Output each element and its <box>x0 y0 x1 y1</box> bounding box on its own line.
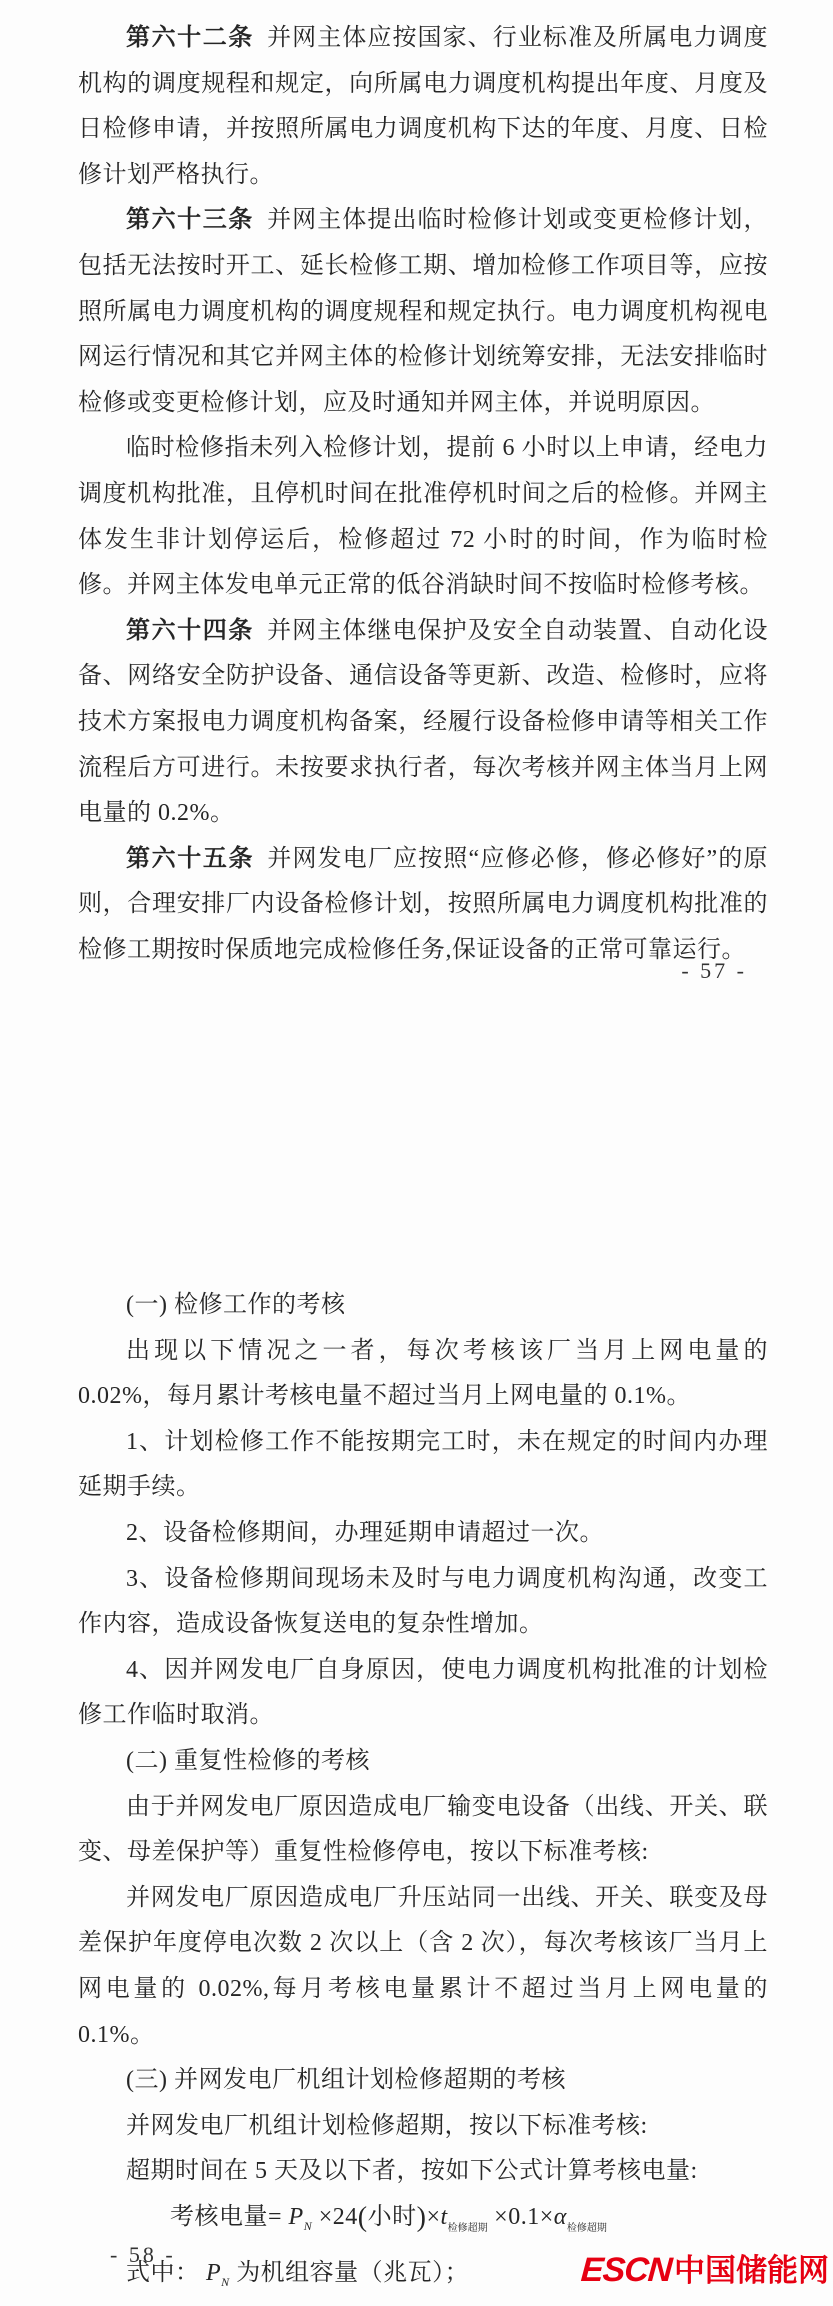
formula-var-alpha-subscript: 检修超期 <box>566 2222 607 2234</box>
temporary-maintenance-text: 临时检修指未列入检修计划，提前 6 小时以上申请，经电力调度机构批准，且停机时间在批准停机时间之后的检修。并网主体发生非计划停运后，检修超过 72 小时的时间，作为临时检修。并网主体发电单元正常的低谷消缺时间不按临时检修考核。 <box>78 435 768 599</box>
article-64-text: 并网主体继电保护及安全自动装置、自动化设备、网络安全防护设备、通信设备等更新、改造、检修时，应将技术方案报电力调度机构备案，经履行设备检修申请等相关工作流程后方可进行。未按要求执行者，每次考核并网主体当月上网电量的 0.2%。 <box>78 617 769 827</box>
escn-logo-latin: ESCN <box>579 2251 673 2289</box>
formula-var-P-subscript: N <box>303 2218 313 2233</box>
page-57-body <box>78 16 768 973</box>
section-2-rule-text: 并网发电厂原因造成电厂升压站同一出线、开关、联变及母差保护年度停电次数 2 次以上（含 2 次），每次考核该厂当月上网电量的 0.02%,每月考核电量累计不超过当月上网电量的 0.1%。 <box>78 1884 768 2048</box>
note-var-P: P <box>206 2260 222 2287</box>
page-57-number: - 57 - <box>681 958 747 983</box>
section-3-condition <box>78 2149 768 2195</box>
list-item-3 <box>78 1557 768 1648</box>
section-3-heading-text: (三) 并网发电厂机组计划检修超期的考核 <box>126 2067 566 2094</box>
article-65-heading: 第六十五条 <box>126 845 255 872</box>
section-3-heading <box>78 2058 768 2104</box>
article-65-text: 并网发电厂应按照“应修必修，修必修好”的原则，合理安排厂内设备检修计划，按照所属电力调度机构批准的检修工期按时保质地完成检修任务,保证设备的正常可靠运行。 <box>78 845 768 963</box>
page-57 <box>0 0 833 1000</box>
list-item-4-text: 4、因并网发电厂自身原因，使电力调度机构批准的计划检修工作临时取消。 <box>78 1656 768 1729</box>
formula-paren-unit: 小时 <box>367 2203 417 2230</box>
formula-mid: ×0.1× <box>494 2203 554 2230</box>
section-3-condition-text: 超期时间在 5 天及以下者，按如下公式计算考核电量: <box>126 2158 698 2185</box>
article-63-heading: 第六十三条 <box>126 207 254 234</box>
section-1-intro <box>78 1329 768 1420</box>
list-item-4 <box>78 1648 768 1739</box>
formula-var-t: t <box>440 2203 448 2230</box>
formula-lhs: 考核电量= <box>170 2203 283 2230</box>
article-62-text: 并网主体应按国家、行业标准及所属电力调度机构的调度规程和规定，向所属电力调度机构提出年度、月度及日检修申请，并按照所属电力调度机构下达的年度、月度、日检修计划严格执行。 <box>78 25 769 188</box>
article-62-paragraph <box>78 16 768 198</box>
section-1-heading-text: (一) 检修工作的考核 <box>126 1292 346 1318</box>
note-prefix: 式中： <box>126 2260 200 2287</box>
formula-paren-open: ( <box>357 2201 368 2233</box>
section-2-rule <box>78 1876 768 2058</box>
formula-times-24: ×24 <box>318 2203 358 2230</box>
escn-logo-cjk: 中国储能网 <box>674 2253 829 2288</box>
article-62-heading: 第六十二条 <box>126 25 254 51</box>
article-63-paragraph <box>78 198 768 426</box>
list-item-2 <box>78 1511 768 1557</box>
formula-var-P: P <box>288 2203 304 2230</box>
list-item-1 <box>78 1420 768 1511</box>
section-1-heading <box>78 1283 768 1329</box>
list-item-3-text: 3、设备检修期间现场未及时与电力调度机构沟通，改变工作内容，造成设备恢复送电的复杂性增加。 <box>78 1565 768 1638</box>
formula-paren-close: ) <box>416 2201 427 2233</box>
section-2-heading-text: (二) 重复性检修的考核 <box>126 1747 370 1774</box>
page-58-body <box>78 1283 768 2306</box>
escn-watermark-logo <box>581 2245 829 2290</box>
page-58-number: - 58 - <box>110 2242 176 2267</box>
article-64-paragraph <box>78 609 768 837</box>
page-58 <box>0 1000 833 2305</box>
section-3-intro-text: 并网发电厂机组计划检修超期，按以下标准考核: <box>126 2112 648 2139</box>
assessment-formula <box>78 2195 768 2252</box>
section-3-intro <box>78 2104 768 2150</box>
temporary-maintenance-paragraph <box>78 426 768 608</box>
section-1-intro-text: 出现以下情况之一者，每次考核该厂当月上网电量的 0.02%，每月累计考核电量不超过当月上网电量的 0.1%。 <box>78 1337 768 1410</box>
formula-times: × <box>426 2203 441 2230</box>
note-var-P-subscript: N <box>221 2275 230 2290</box>
list-item-2-text: 2、设备检修期间，办理延期申请超过一次。 <box>126 1519 604 1546</box>
formula-var-alpha: α <box>553 2203 567 2230</box>
article-64-heading: 第六十四条 <box>126 617 254 644</box>
section-2-intro-text: 由于并网发电厂原因造成电厂输变电设备（出线、开关、联变、母差保护等）重复性检修停电，按以下标准考核: <box>78 1793 768 1866</box>
section-2-intro <box>78 1785 768 1876</box>
section-2-heading <box>78 1739 768 1785</box>
formula-var-t-subscript: 检修超期 <box>447 2222 488 2234</box>
note-text: 为机组容量（兆瓦）； <box>236 2260 470 2287</box>
article-65-paragraph <box>78 837 768 974</box>
article-63-text: 并网主体提出临时检修计划或变更检修计划，包括无法按时开工、延长检修工期、增加检修工作项目等，应按照所属电力调度机构的调度规程和规定执行。电力调度机构视电网运行情况和其它并网主体的检修计划统筹安排，无法安排临时检修或变更检修计划，应及时通知并网主体，并说明原因。 <box>78 207 769 416</box>
list-item-1-text: 1、计划检修工作不能按期完工时，未在规定的时间内办理延期手续。 <box>78 1428 768 1501</box>
